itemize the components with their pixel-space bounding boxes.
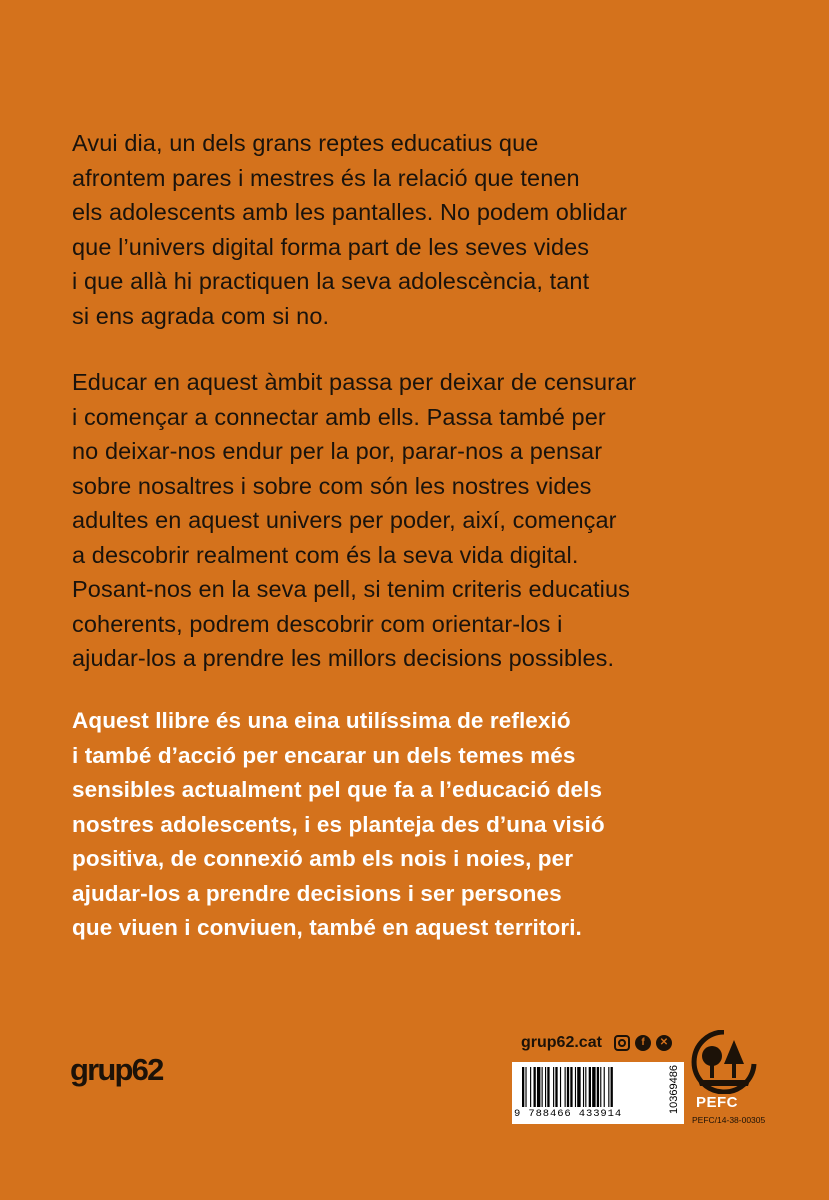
barcode-bar bbox=[589, 1067, 591, 1107]
barcode-bar bbox=[611, 1067, 613, 1107]
text-line: sobre nosaltres i sobre com són les nostres vides bbox=[72, 472, 592, 499]
barcode-bar bbox=[542, 1067, 543, 1107]
barcode-bar bbox=[525, 1067, 526, 1107]
blurb-paragraph-3-highlight bbox=[72, 704, 792, 946]
barcode-bar bbox=[537, 1067, 540, 1107]
barcode-bar bbox=[560, 1067, 561, 1107]
barcode-bar bbox=[545, 1067, 546, 1107]
text-line: que viuen i conviuen, també en aquest territori. bbox=[72, 915, 582, 940]
text-line: Posant-nos en la seva pell, si tenim criteris educatius bbox=[72, 576, 631, 602]
pefc-code: PEFC/14-38-00305 bbox=[692, 1115, 766, 1125]
pefc-tree-icon bbox=[690, 1030, 758, 1094]
text-line: i que allà hi practiquen la seva adolescència, tant bbox=[72, 268, 590, 294]
barcode-bar bbox=[565, 1067, 566, 1107]
text-line: que l’univers digital forma part de les seves vides bbox=[72, 233, 590, 260]
blurb-paragraph-1 bbox=[72, 126, 792, 333]
text-line: afrontem pares i mestres és la relació que tenen bbox=[72, 164, 580, 191]
barcode-bar bbox=[600, 1067, 601, 1107]
barcode-bar bbox=[534, 1067, 536, 1107]
barcode-bar bbox=[530, 1067, 531, 1107]
internal-code: 10369486 bbox=[668, 1065, 680, 1114]
barcode-bar bbox=[547, 1067, 549, 1107]
barcode-bars bbox=[522, 1067, 665, 1107]
text-line: adultes en aquest univers per poder, així, començar bbox=[72, 507, 617, 533]
text-line: els adolescents amb les pantalles. No podem oblidar bbox=[72, 199, 628, 225]
text-line: ajudar-los a prendre decisions i ser persones bbox=[72, 880, 562, 906]
barcode-bar bbox=[567, 1067, 569, 1107]
text-line: ajudar-los a prendre les millors decisions possibles. bbox=[72, 645, 615, 671]
text-line: nostres adolescents, i es planteja des d’una visió bbox=[72, 811, 605, 837]
text-line: Aquest llibre és una eina utilíssima de reflexió bbox=[72, 708, 571, 733]
text-line: coherents, podrem descobrir com orientar-los i bbox=[72, 610, 563, 637]
barcode-bar bbox=[585, 1067, 586, 1107]
facebook-icon[interactable]: f bbox=[635, 1035, 651, 1051]
text-line: si ens agrada com si no. bbox=[72, 302, 330, 329]
text-line: i també d’acció per encarar un dels temes més bbox=[72, 742, 576, 768]
barcode-bar bbox=[553, 1067, 554, 1107]
text-line: positiva, de connexió amb els nois i noies, per bbox=[72, 846, 574, 871]
barcode-bar bbox=[522, 1067, 524, 1107]
text-line: a descobrir realment com és la seva vida digital. bbox=[72, 541, 579, 568]
publisher-website[interactable]: grup62.cat bbox=[521, 1034, 602, 1051]
barcode-bar bbox=[592, 1067, 595, 1107]
barcode-bar bbox=[583, 1067, 584, 1107]
pefc-label: PEFC bbox=[696, 1094, 739, 1111]
barcode-bar bbox=[608, 1067, 609, 1107]
text-line: i començar a connectar amb ells. Passa també per bbox=[72, 403, 606, 430]
barcode-bar bbox=[555, 1067, 557, 1107]
text-line: no deixar-nos endur per la por, parar-nos a pensar bbox=[72, 438, 603, 464]
isbn-digits: 9 788466 433914 bbox=[514, 1108, 623, 1120]
barcode-bar bbox=[597, 1067, 599, 1107]
blurb-paragraph-2 bbox=[72, 365, 792, 676]
instagram-icon[interactable] bbox=[614, 1035, 630, 1051]
barcode-bar bbox=[604, 1067, 605, 1107]
barcode-bar bbox=[570, 1067, 572, 1107]
text-line: Educar en aquest àmbit passa per deixar de censurar bbox=[72, 369, 637, 395]
x-icon[interactable]: ✕ bbox=[656, 1035, 672, 1051]
text-line: Avui dia, un dels grans reptes educatius que bbox=[72, 130, 539, 156]
barcode-bar bbox=[577, 1067, 580, 1107]
publisher-logo: grup62 bbox=[70, 1052, 163, 1087]
barcode-bar bbox=[575, 1067, 576, 1107]
text-line: sensibles actualment pel que fa a l’educació dels bbox=[72, 777, 603, 802]
isbn-barcode bbox=[512, 1062, 684, 1124]
